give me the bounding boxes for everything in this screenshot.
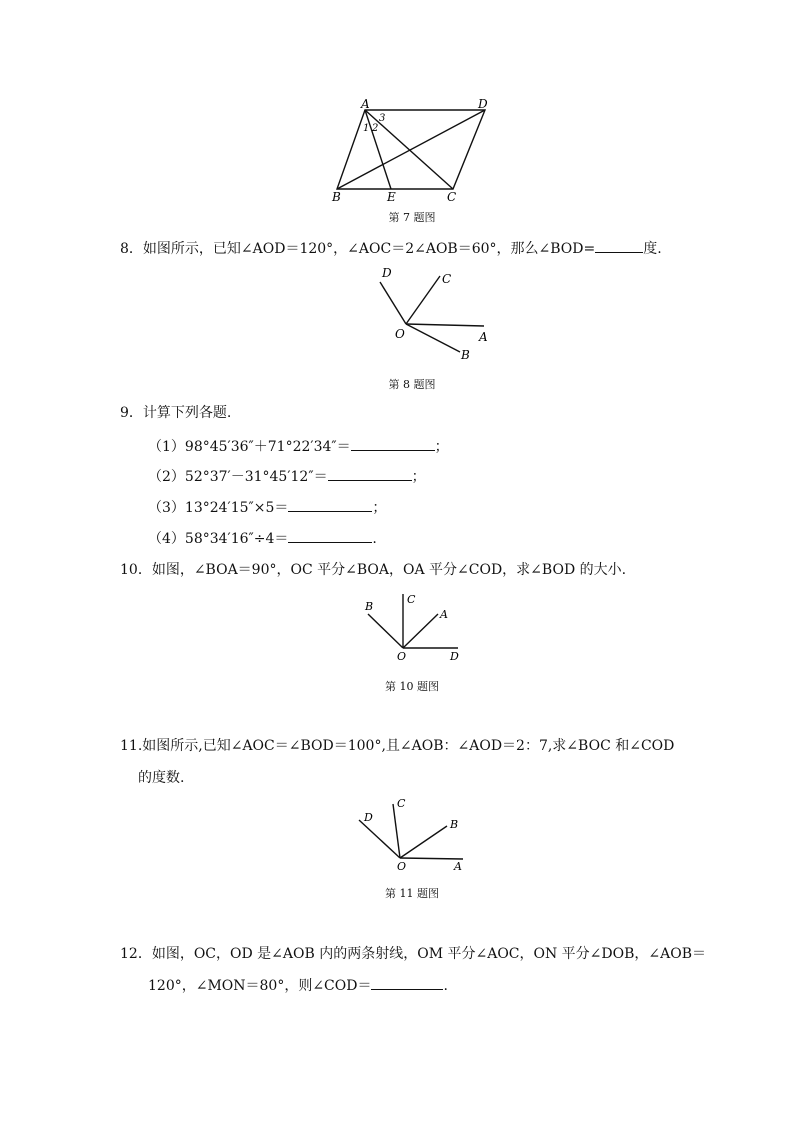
figure-11-caption: 第 11 题图 [385, 887, 439, 900]
answer-blank-9-2[interactable] [328, 466, 412, 481]
figure-8 [372, 264, 502, 364]
answer-blank-9-1[interactable] [351, 436, 435, 451]
question-11-line-1: 11.如图所示,已知∠AOC＝∠BOD＝100°,且∠AOB：∠AOD＝2：7,求∠BOC 和∠COD [120, 738, 675, 754]
question-9-item-1: （1）98°45′36″＋71°22′34″＝ ； [148, 436, 449, 457]
label-o: O [395, 327, 405, 341]
question-12-line-2: 120°，∠MON＝80°，则∠COD＝ . [148, 975, 448, 996]
figure-7 [325, 95, 495, 203]
question-10: 10．如图，∠BOA＝90°，OC 平分∠BOA，OA 平分∠COD，求∠BOD 的大小. [120, 562, 627, 578]
figure-7-caption: 第 7 题图 [388, 211, 436, 224]
figure-8-caption: 第 8 题图 [388, 378, 436, 391]
ray-oa [400, 858, 463, 859]
label-angle-3: 3 [379, 113, 386, 124]
figure-11 [355, 796, 470, 874]
answer-blank-9-3[interactable] [288, 497, 372, 512]
question-8-unit: 度. [643, 241, 662, 257]
ray-ob [368, 614, 403, 648]
question-9-item-4: （4）58°34′16″÷4＝ . [148, 528, 377, 549]
label-d: D [364, 811, 373, 824]
label-o: O [397, 860, 407, 873]
label-c: C [442, 272, 452, 286]
label-b: B [450, 818, 459, 831]
label-c: C [407, 593, 416, 606]
label-c: C [397, 797, 406, 810]
answer-blank-8[interactable] [595, 238, 643, 253]
label-angle-1: 1 [363, 123, 370, 134]
figure-10 [360, 590, 470, 664]
ray-ob [400, 826, 447, 858]
ray-od [359, 820, 400, 858]
label-d: D [450, 650, 459, 663]
figure-10-caption: 第 10 题图 [385, 680, 439, 693]
answer-blank-9-4[interactable] [288, 528, 372, 543]
segment-bd [337, 110, 485, 189]
ray-oa [406, 324, 484, 326]
ray-oc [406, 276, 440, 324]
label-b: B [461, 348, 470, 362]
question-8 [120, 238, 662, 259]
ray-oa [403, 614, 438, 648]
question-12-line-1: 12．如图，OC，OD 是∠AOB 内的两条射线，OM 平分∠AOC，ON 平分∠DOB，∠AOB＝ [120, 946, 707, 962]
ray-ob [406, 324, 460, 352]
question-9-item-3: （3）13°24′15″×5＝ ； [148, 497, 386, 518]
label-a: A [479, 330, 488, 344]
label-a: A [361, 97, 370, 111]
label-o: O [397, 650, 407, 663]
label-angle-2: 2 [372, 123, 379, 134]
label-d: D [382, 266, 392, 280]
question-8-text: 8．如图所示，已知∠AOD＝120°，∠AOC＝2∠AOB＝60°，那么∠BOD= [120, 241, 596, 257]
ray-oc [393, 804, 400, 858]
label-e: E [387, 190, 396, 203]
label-a: A [454, 860, 462, 873]
label-a: A [440, 608, 448, 621]
label-d: D [478, 97, 488, 111]
question-11-line-2: 的度数. [138, 770, 185, 786]
label-b: B [365, 600, 374, 613]
label-c: C [447, 190, 457, 203]
question-9-item-2: （2）52°37′－31°45′12″＝ ； [148, 466, 426, 487]
question-9-title: 9．计算下列各题. [120, 405, 232, 421]
label-b: B [332, 190, 341, 203]
answer-blank-12[interactable] [371, 975, 443, 990]
ray-od [380, 282, 406, 324]
